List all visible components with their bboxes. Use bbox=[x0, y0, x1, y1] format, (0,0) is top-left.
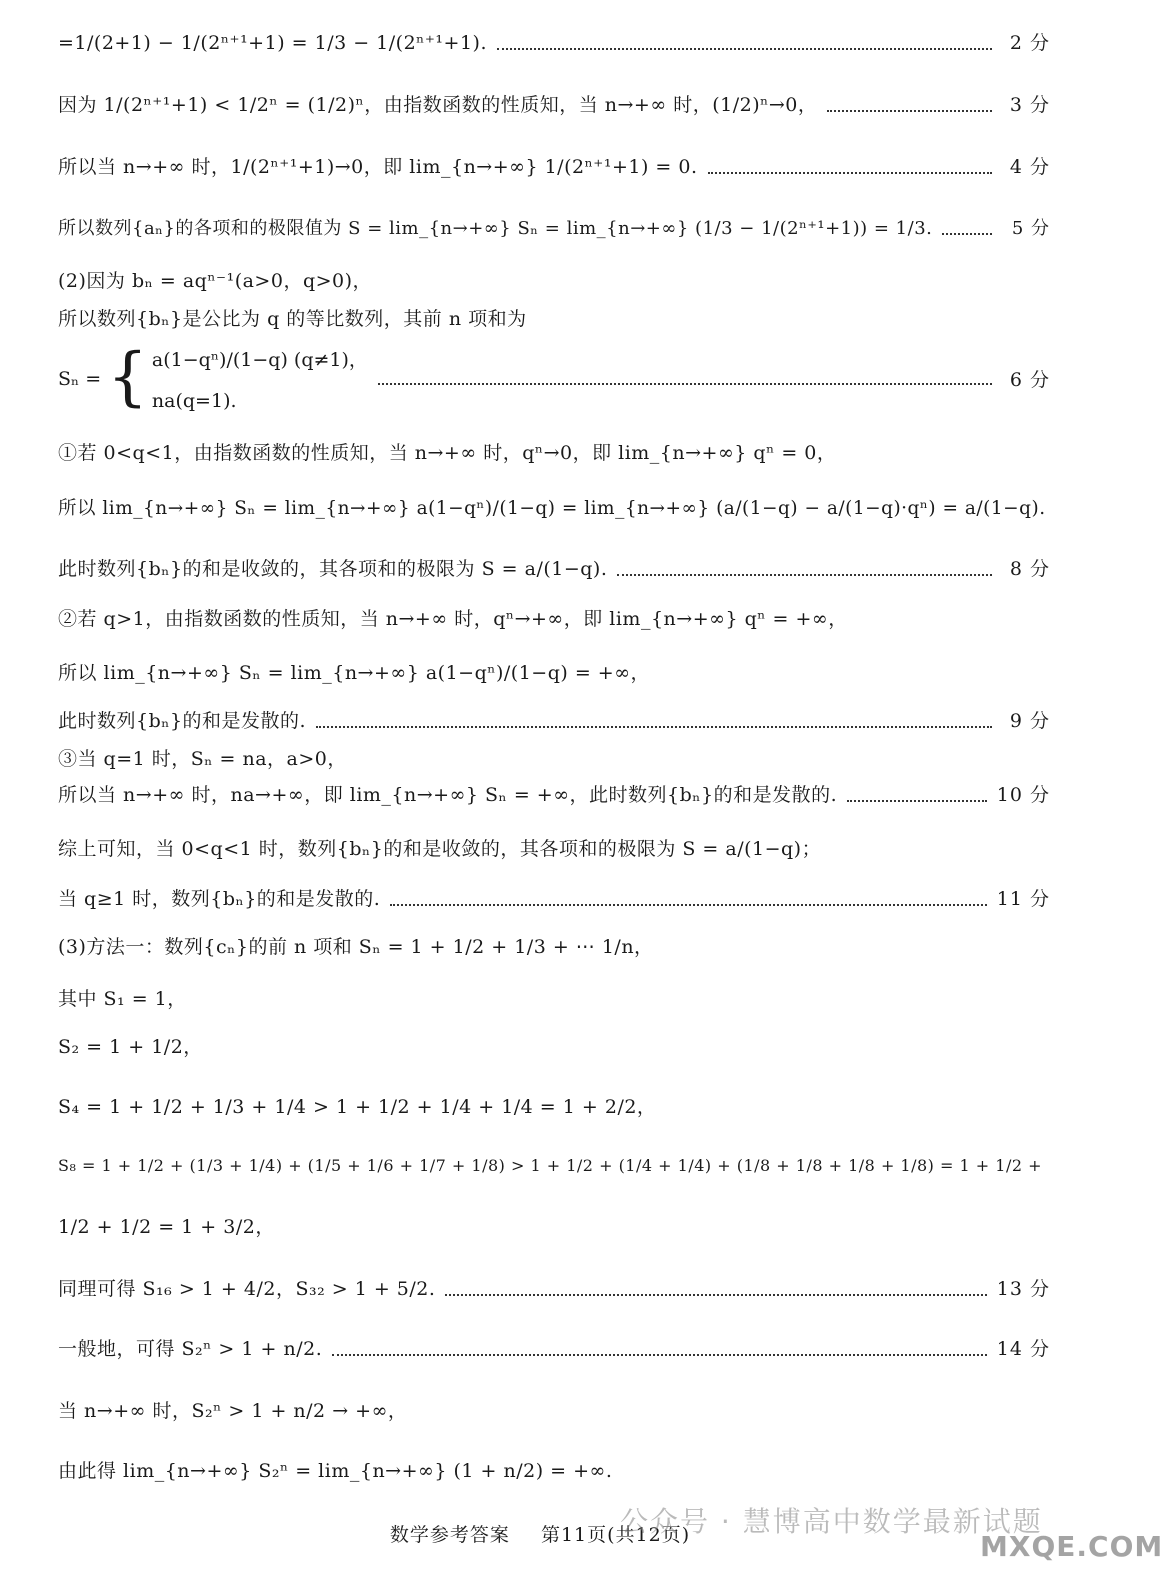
solution-line bbox=[58, 34, 1050, 53]
solution-line bbox=[58, 1462, 1050, 1481]
solution-text: 所以 lim_{n→+∞} Sₙ = lim_{n→+∞} a(1−qⁿ)/(1−q) = lim_{n→+∞} (a/(1−q) − a/(1−q)·qⁿ) = a/(1−q). bbox=[58, 498, 1046, 519]
solution-line bbox=[58, 96, 1050, 115]
solution-line bbox=[58, 444, 1050, 463]
solution-text: 1/2 + 1/2 = 1 + 3/2， bbox=[58, 1216, 275, 1238]
dot-leader bbox=[332, 1352, 987, 1356]
footer-page-number: 第11页(共12页) bbox=[540, 1524, 691, 1546]
solution-text: 由此得 lim_{n→+∞} S₂ⁿ = lim_{n→+∞} (1 + n/2) = +∞. bbox=[58, 1460, 613, 1482]
score-mark: 8 分 bbox=[1009, 558, 1050, 580]
solution-text: 因为 1/(2ⁿ⁺¹+1) < 1/2ⁿ = (1/2)ⁿ，由指数函数的性质知，当 n→+∞ 时，(1/2)ⁿ→0， bbox=[58, 94, 818, 116]
solution-text: 所以 lim_{n→+∞} Sₙ = lim_{n→+∞} a(1−qⁿ)/(1−q) = +∞， bbox=[58, 662, 651, 684]
solution-line bbox=[58, 840, 1050, 859]
solution-text: 综上可知，当 0<q<1 时，数列{bₙ}的和是收敛的，其各项和的极限为 S = a/(1−q)； bbox=[58, 838, 822, 860]
watermark-logo: MXQE.COM bbox=[980, 1530, 1163, 1563]
score-mark: 2 分 bbox=[1009, 32, 1050, 54]
solution-line bbox=[58, 220, 1050, 238]
solution-line bbox=[58, 1158, 1050, 1174]
watermark-text: 公众号 · 慧博高中数学最新试题 bbox=[620, 1505, 1043, 1538]
dot-leader bbox=[617, 572, 992, 576]
dot-leader bbox=[445, 1292, 986, 1296]
solution-line bbox=[58, 664, 1050, 683]
solution-text: 所以当 n→+∞ 时，na→+∞，即 lim_{n→+∞} Sₙ = +∞，此时数列{bₙ}的和是发散的. bbox=[58, 784, 838, 806]
dot-leader bbox=[708, 170, 992, 174]
left-brace-icon: { bbox=[107, 339, 148, 414]
solution-text: S₈ = 1 + 1/2 + (1/3 + 1/4) + (1/5 + 1/6 + 1/7 + 1/8) > 1 + 1/2 + (1/4 + 1/4) + (1/8 + 1/8 + 1/8 + 1/8) = 1 + 1/2 + bbox=[58, 1156, 1042, 1175]
dot-leader bbox=[378, 381, 992, 385]
solution-line bbox=[58, 1280, 1050, 1299]
solution-text: =1/(2+1) − 1/(2ⁿ⁺¹+1) = 1/3 − 1/(2ⁿ⁺¹+1). bbox=[58, 32, 487, 54]
solution-line bbox=[58, 500, 1050, 519]
score-mark: 4 分 bbox=[1009, 156, 1050, 178]
solution-text: 所以数列{aₙ}的各项和的极限值为 S = lim_{n→+∞} Sₙ = lim_{n→+∞} (1/3 − 1/(2ⁿ⁺¹+1)) = 1/3. bbox=[58, 218, 933, 239]
solution-text: ②若 q>1，由指数函数的性质知，当 n→+∞ 时，qⁿ→+∞，即 lim_{n→+∞} qⁿ = +∞， bbox=[58, 608, 848, 630]
formula-case: a(1−qⁿ)/(1−q) (q≠1)， bbox=[151, 349, 368, 371]
solution-text: 同理可得 S₁₆ > 1 + 4/2，S₃₂ > 1 + 5/2. bbox=[58, 1278, 436, 1300]
solution-text: 当 q≥1 时，数列{bₙ}的和是发散的. bbox=[58, 888, 381, 910]
formula-cases bbox=[152, 345, 368, 412]
solution-text: (3)方法一：数列{cₙ}的前 n 项和 Sₙ = 1 + 1/2 + 1/3 + ⋯ 1/n， bbox=[58, 936, 654, 958]
score-mark: 13 分 bbox=[996, 1278, 1050, 1300]
dot-leader bbox=[390, 902, 986, 906]
score-mark: 6 分 bbox=[1009, 369, 1050, 391]
dot-leader bbox=[827, 108, 992, 112]
dot-leader bbox=[497, 46, 992, 50]
piecewise-sum-formula bbox=[58, 339, 1050, 414]
solution-text: 此时数列{bₙ}的和是收敛的，其各项和的极限为 S = a/(1−q). bbox=[58, 558, 608, 580]
footer-subject: 数学参考答案 bbox=[389, 1524, 510, 1546]
score-mark: 5 分 bbox=[1011, 218, 1050, 239]
solution-text: ③当 q=1 时，Sₙ = na，a>0， bbox=[58, 748, 347, 770]
solution-line bbox=[58, 786, 1050, 805]
score-mark: 11 分 bbox=[996, 888, 1050, 910]
solution-line bbox=[58, 1340, 1050, 1359]
solution-text: S₄ = 1 + 1/2 + 1/3 + 1/4 > 1 + 1/2 + 1/4 + 1/4 = 1 + 2/2， bbox=[58, 1096, 657, 1118]
solution-line bbox=[58, 1402, 1050, 1421]
solution-text: S₂ = 1 + 1/2， bbox=[58, 1036, 203, 1058]
solution-text: 此时数列{bₙ}的和是发散的. bbox=[58, 710, 307, 732]
solution-text: 其中 S₁ = 1， bbox=[58, 988, 187, 1010]
solution-line bbox=[58, 1038, 1050, 1057]
solution-line bbox=[58, 560, 1050, 579]
formula-lhs: Sₙ = bbox=[58, 367, 102, 390]
score-mark: 10 分 bbox=[996, 784, 1050, 806]
solution-line bbox=[58, 890, 1050, 909]
solution-text: ①若 0<q<1，由指数函数的性质知，当 n→+∞ 时，qⁿ→0，即 lim_{n→+∞} qⁿ = 0， bbox=[58, 442, 837, 464]
solution-text: (2)因为 bₙ = aqⁿ⁻¹(a>0，q>0)， bbox=[58, 270, 373, 292]
solution-line bbox=[58, 750, 1050, 769]
formula-case: na(q=1). bbox=[151, 390, 237, 412]
score-mark: 3 分 bbox=[1009, 94, 1050, 116]
solution-line bbox=[58, 310, 1050, 329]
solution-line bbox=[58, 990, 1050, 1009]
dot-leader bbox=[942, 231, 992, 235]
solution-line bbox=[58, 1218, 1050, 1237]
score-mark: 14 分 bbox=[996, 1338, 1050, 1360]
solution-line bbox=[58, 272, 1050, 291]
solution-line bbox=[58, 938, 1050, 957]
solution-line bbox=[58, 1098, 1050, 1117]
dot-leader bbox=[316, 724, 992, 728]
solution-text: 所以数列{bₙ}是公比为 q 的等比数列，其前 n 项和为 bbox=[58, 308, 527, 330]
dot-leader bbox=[847, 798, 987, 802]
score-mark: 9 分 bbox=[1009, 710, 1050, 732]
solution-text: 所以当 n→+∞ 时，1/(2ⁿ⁺¹+1)→0，即 lim_{n→+∞} 1/(2ⁿ⁺¹+1) = 0. bbox=[58, 156, 698, 178]
solution-text: 当 n→+∞ 时，S₂ⁿ > 1 + n/2 → +∞， bbox=[58, 1400, 408, 1422]
solution-line bbox=[58, 158, 1050, 177]
solution-line bbox=[58, 610, 1050, 629]
solution-line bbox=[58, 712, 1050, 731]
solution-text: 一般地，可得 S₂ⁿ > 1 + n/2. bbox=[58, 1338, 323, 1360]
